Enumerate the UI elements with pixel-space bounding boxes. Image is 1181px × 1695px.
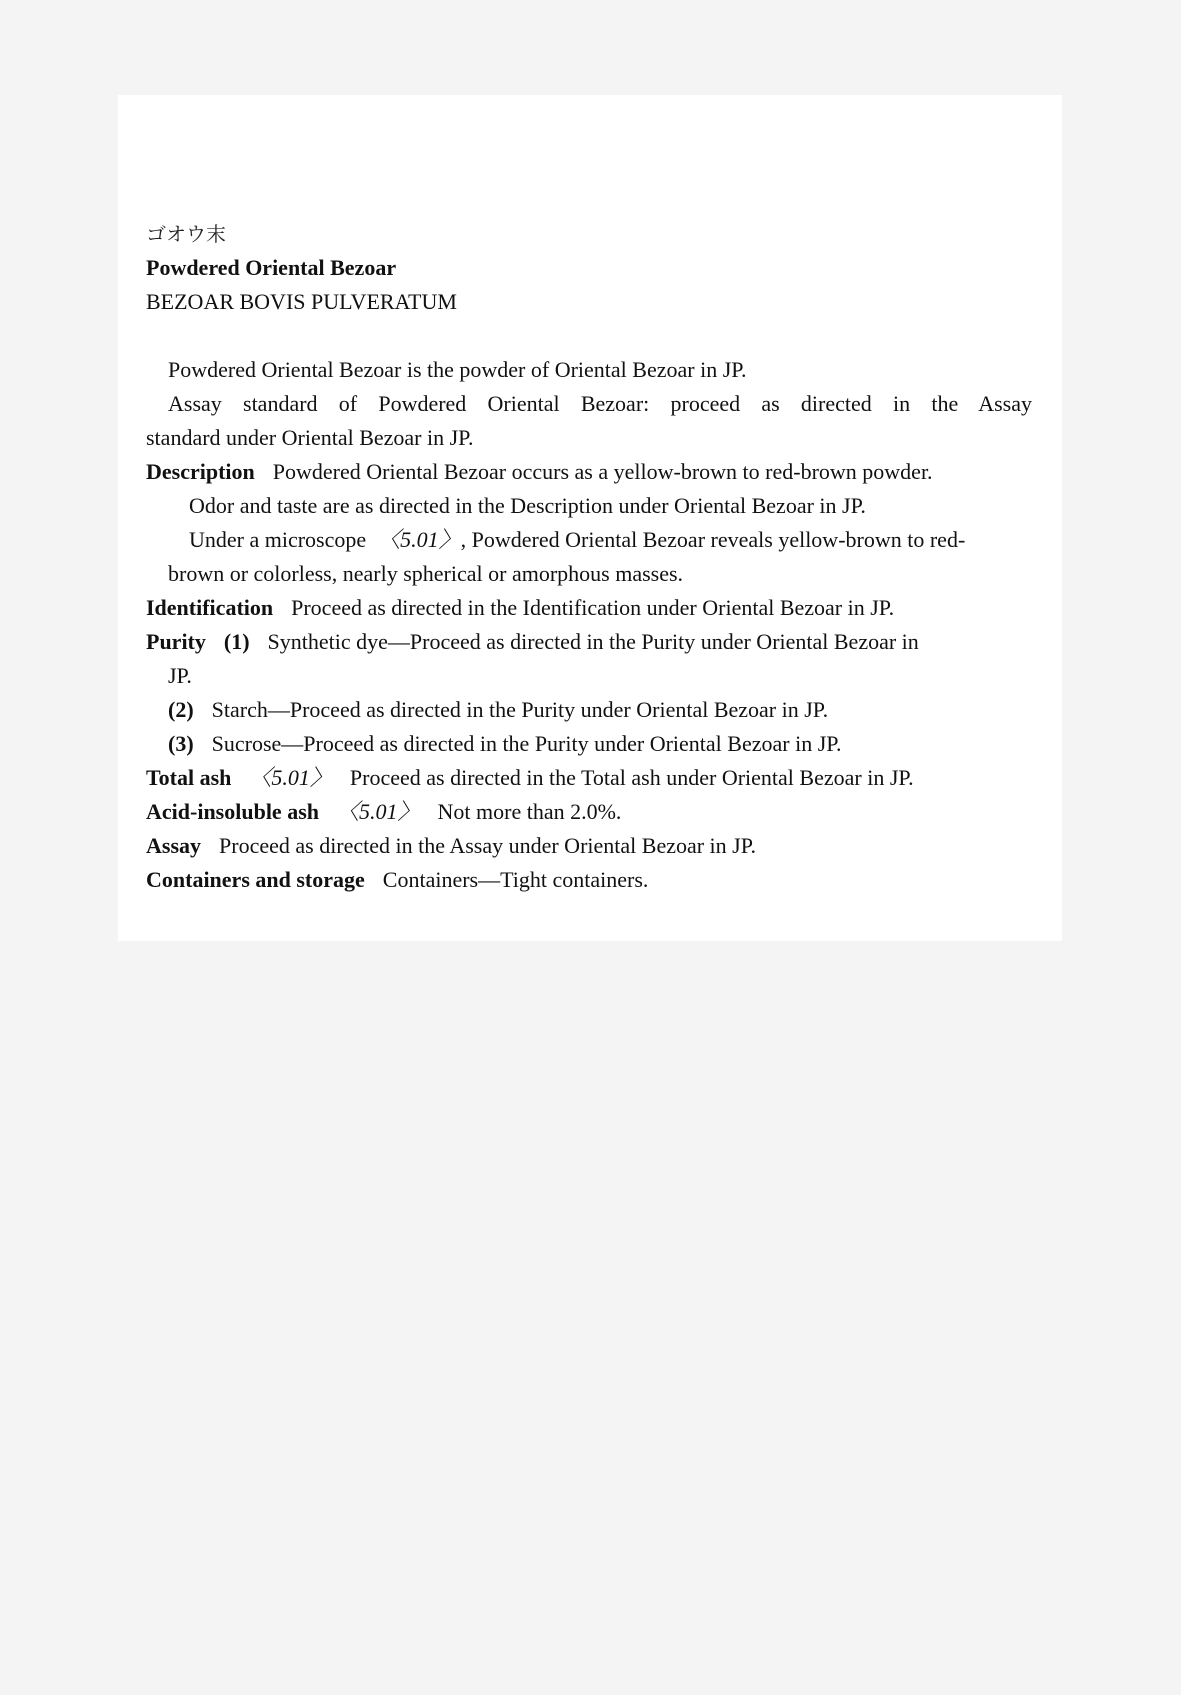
acid-ash-label: Acid-insoluble ash <box>146 799 319 824</box>
microscope-line1 <box>146 523 1032 557</box>
document-page <box>118 95 1062 941</box>
english-name: Powdered Oriental Bezoar <box>146 255 397 280</box>
containers-section <box>146 863 1032 897</box>
intro-paragraph: Powdered Oriental Bezoar is the powder of Oriental Bezoar in JP. <box>168 357 747 382</box>
test-reference: 〈5.01〉 <box>249 765 332 790</box>
monograph-content <box>146 217 1032 897</box>
odor-taste-text: Odor and taste are as directed in the Description under Oriental Bezoar in JP. <box>189 493 866 518</box>
test-reference: 〈5.01〉 <box>337 799 420 824</box>
description-text: Powdered Oriental Bezoar occurs as a yellow-brown to red-brown powder. <box>272 459 933 484</box>
test-reference: 〈5.01〉 <box>378 527 461 552</box>
total-ash-section <box>146 761 1032 795</box>
purity-item-text: Sucrose—Proceed as directed in the Purity under Oriental Bezoar in JP. <box>211 731 842 756</box>
microscope-line2: brown or colorless, nearly spherical or amorphous masses. <box>168 561 684 586</box>
description-label: Description <box>146 459 255 484</box>
purity-item <box>146 693 1032 727</box>
purity-label: Purity <box>146 629 206 654</box>
acid-ash-text: Not more than 2.0%. <box>437 799 622 824</box>
purity-item-continuation: JP. <box>168 663 192 688</box>
identification-text: Proceed as directed in the Identification under Oriental Bezoar in JP. <box>291 595 895 620</box>
purity-item-number: (2) <box>168 697 194 722</box>
identification-label: Identification <box>146 595 274 620</box>
assay-text: Proceed as directed in the Assay under Oriental Bezoar in JP. <box>219 833 757 858</box>
purity-item-text: Synthetic dye—Proceed as directed in the Purity under Oriental Bezoar in <box>267 629 919 654</box>
latin-name: BEZOAR BOVIS PULVERATUM <box>146 289 457 314</box>
containers-label: Containers and storage <box>146 867 365 892</box>
containers-text: Containers—Tight containers. <box>382 867 649 892</box>
description-section <box>146 455 1032 489</box>
assay-standard-line2: standard under Oriental Bezoar in JP. <box>146 425 474 450</box>
identification-section <box>146 591 1032 625</box>
purity-item-number: (1) <box>223 629 250 654</box>
microscope-rest: , Powdered Oriental Bezoar reveals yellow-brown to red- <box>460 527 966 552</box>
purity-item <box>146 727 1032 761</box>
purity-item-number: (3) <box>168 731 194 756</box>
japanese-name: ゴオウ末 <box>146 222 226 246</box>
purity-item-text: Starch—Proceed as directed in the Purity under Oriental Bezoar in JP. <box>211 697 829 722</box>
assay-standard-line1: Assay standard of Powdered Oriental Bezoar: proceed as directed in the Assay <box>168 391 1032 416</box>
total-ash-text: Proceed as directed in the Total ash under Oriental Bezoar in JP. <box>349 765 914 790</box>
microscope-prefix: Under a microscope <box>189 527 367 552</box>
assay-label: Assay <box>146 833 202 858</box>
acid-insoluble-ash-section <box>146 795 1032 829</box>
assay-section <box>146 829 1032 863</box>
total-ash-label: Total ash <box>146 765 232 790</box>
purity-section <box>146 625 1032 659</box>
